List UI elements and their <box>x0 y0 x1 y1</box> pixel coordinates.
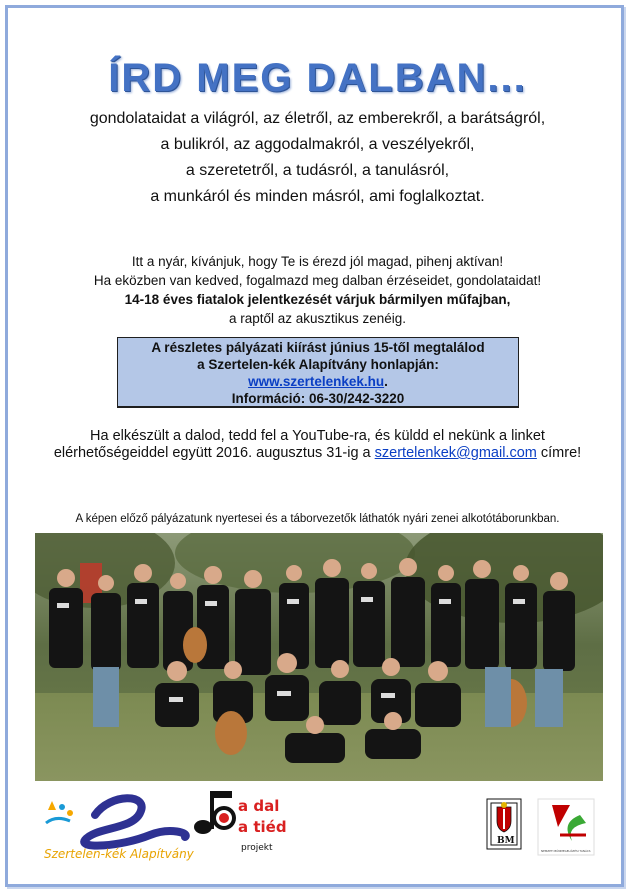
council-name: NEMZETI BŰNMEGELŐZÉSI TANÁCS <box>541 849 591 853</box>
project-logo <box>194 791 287 853</box>
summer-line: Itt a nyár, kívánjuk, hogy Te is érezd jól magad, pihenj aktívan! <box>131 254 504 269</box>
intro-line: a bulikról, az aggodalmakról, a veszélyekről, <box>160 136 475 153</box>
ministry-abbrev: BM <box>497 836 515 846</box>
photo-caption: A képen előző pályázatunk nyertesei és a táborvezetők láthatók nyári zenei alkotótáborunkban. <box>75 513 560 525</box>
summer-line: Ha eközben van kedved, fogalmazd meg dalban érzéseidet, gondolataidat! <box>93 273 542 288</box>
foundation-logo <box>44 798 195 861</box>
website-line <box>118 373 518 390</box>
contact-info: Információ: 06-30/242-3220 <box>231 391 405 406</box>
info-line: a Szertelen-kék Alapítvány honlapján: <box>197 357 439 372</box>
info-line: A részletes pályázati kiírást június 15-től megtalálod <box>151 340 485 355</box>
project-word: projekt <box>241 843 273 853</box>
summer-paragraph <box>0 252 635 328</box>
page-title: ÍRD MEG DALBAN... <box>108 56 527 100</box>
summer-line: a raptől az akusztikus zenéig. <box>228 311 407 326</box>
intro-paragraph <box>0 106 635 210</box>
upload-paragraph <box>0 428 635 462</box>
intro-line: gondolataidat a világról, az életről, az emberekről, a barátságról, <box>89 110 546 127</box>
age-requirement: 14-18 éves fiatalok jelentkezését várjuk bármilyen műfajban, <box>124 292 511 307</box>
upload-line <box>0 445 635 462</box>
logos-svg <box>0 785 635 885</box>
group-photo-illustration <box>35 533 603 781</box>
upload-suffix: címre! <box>540 445 582 461</box>
email-link[interactable]: szertelenkek@gmail.com <box>374 445 537 461</box>
intro-line: a munkáról és minden másról, ami foglalkoztat. <box>150 188 485 205</box>
council-logo <box>538 799 594 855</box>
upload-deadline-text: elérhetőségeiddel együtt 2016. augusztus 31-ig a <box>53 445 371 461</box>
foundation-name: Szertelen-kék Alapítvány <box>44 847 194 861</box>
website-link[interactable]: www.szertelenkek.hu <box>248 374 385 389</box>
logo-bar <box>0 785 635 885</box>
ministry-logo <box>487 799 521 849</box>
info-box <box>117 337 519 408</box>
project-title-line1: a dal <box>238 797 280 815</box>
project-title-line2: a tiéd <box>238 818 287 836</box>
website-suffix: . <box>384 374 388 389</box>
upload-line: Ha elkészült a dalod, tedd fel a YouTube-ra, és küldd el nekünk a linket <box>90 428 545 444</box>
group-photo <box>35 533 603 781</box>
intro-line: a szeretetről, a tudásról, a tanulásról, <box>185 162 450 179</box>
